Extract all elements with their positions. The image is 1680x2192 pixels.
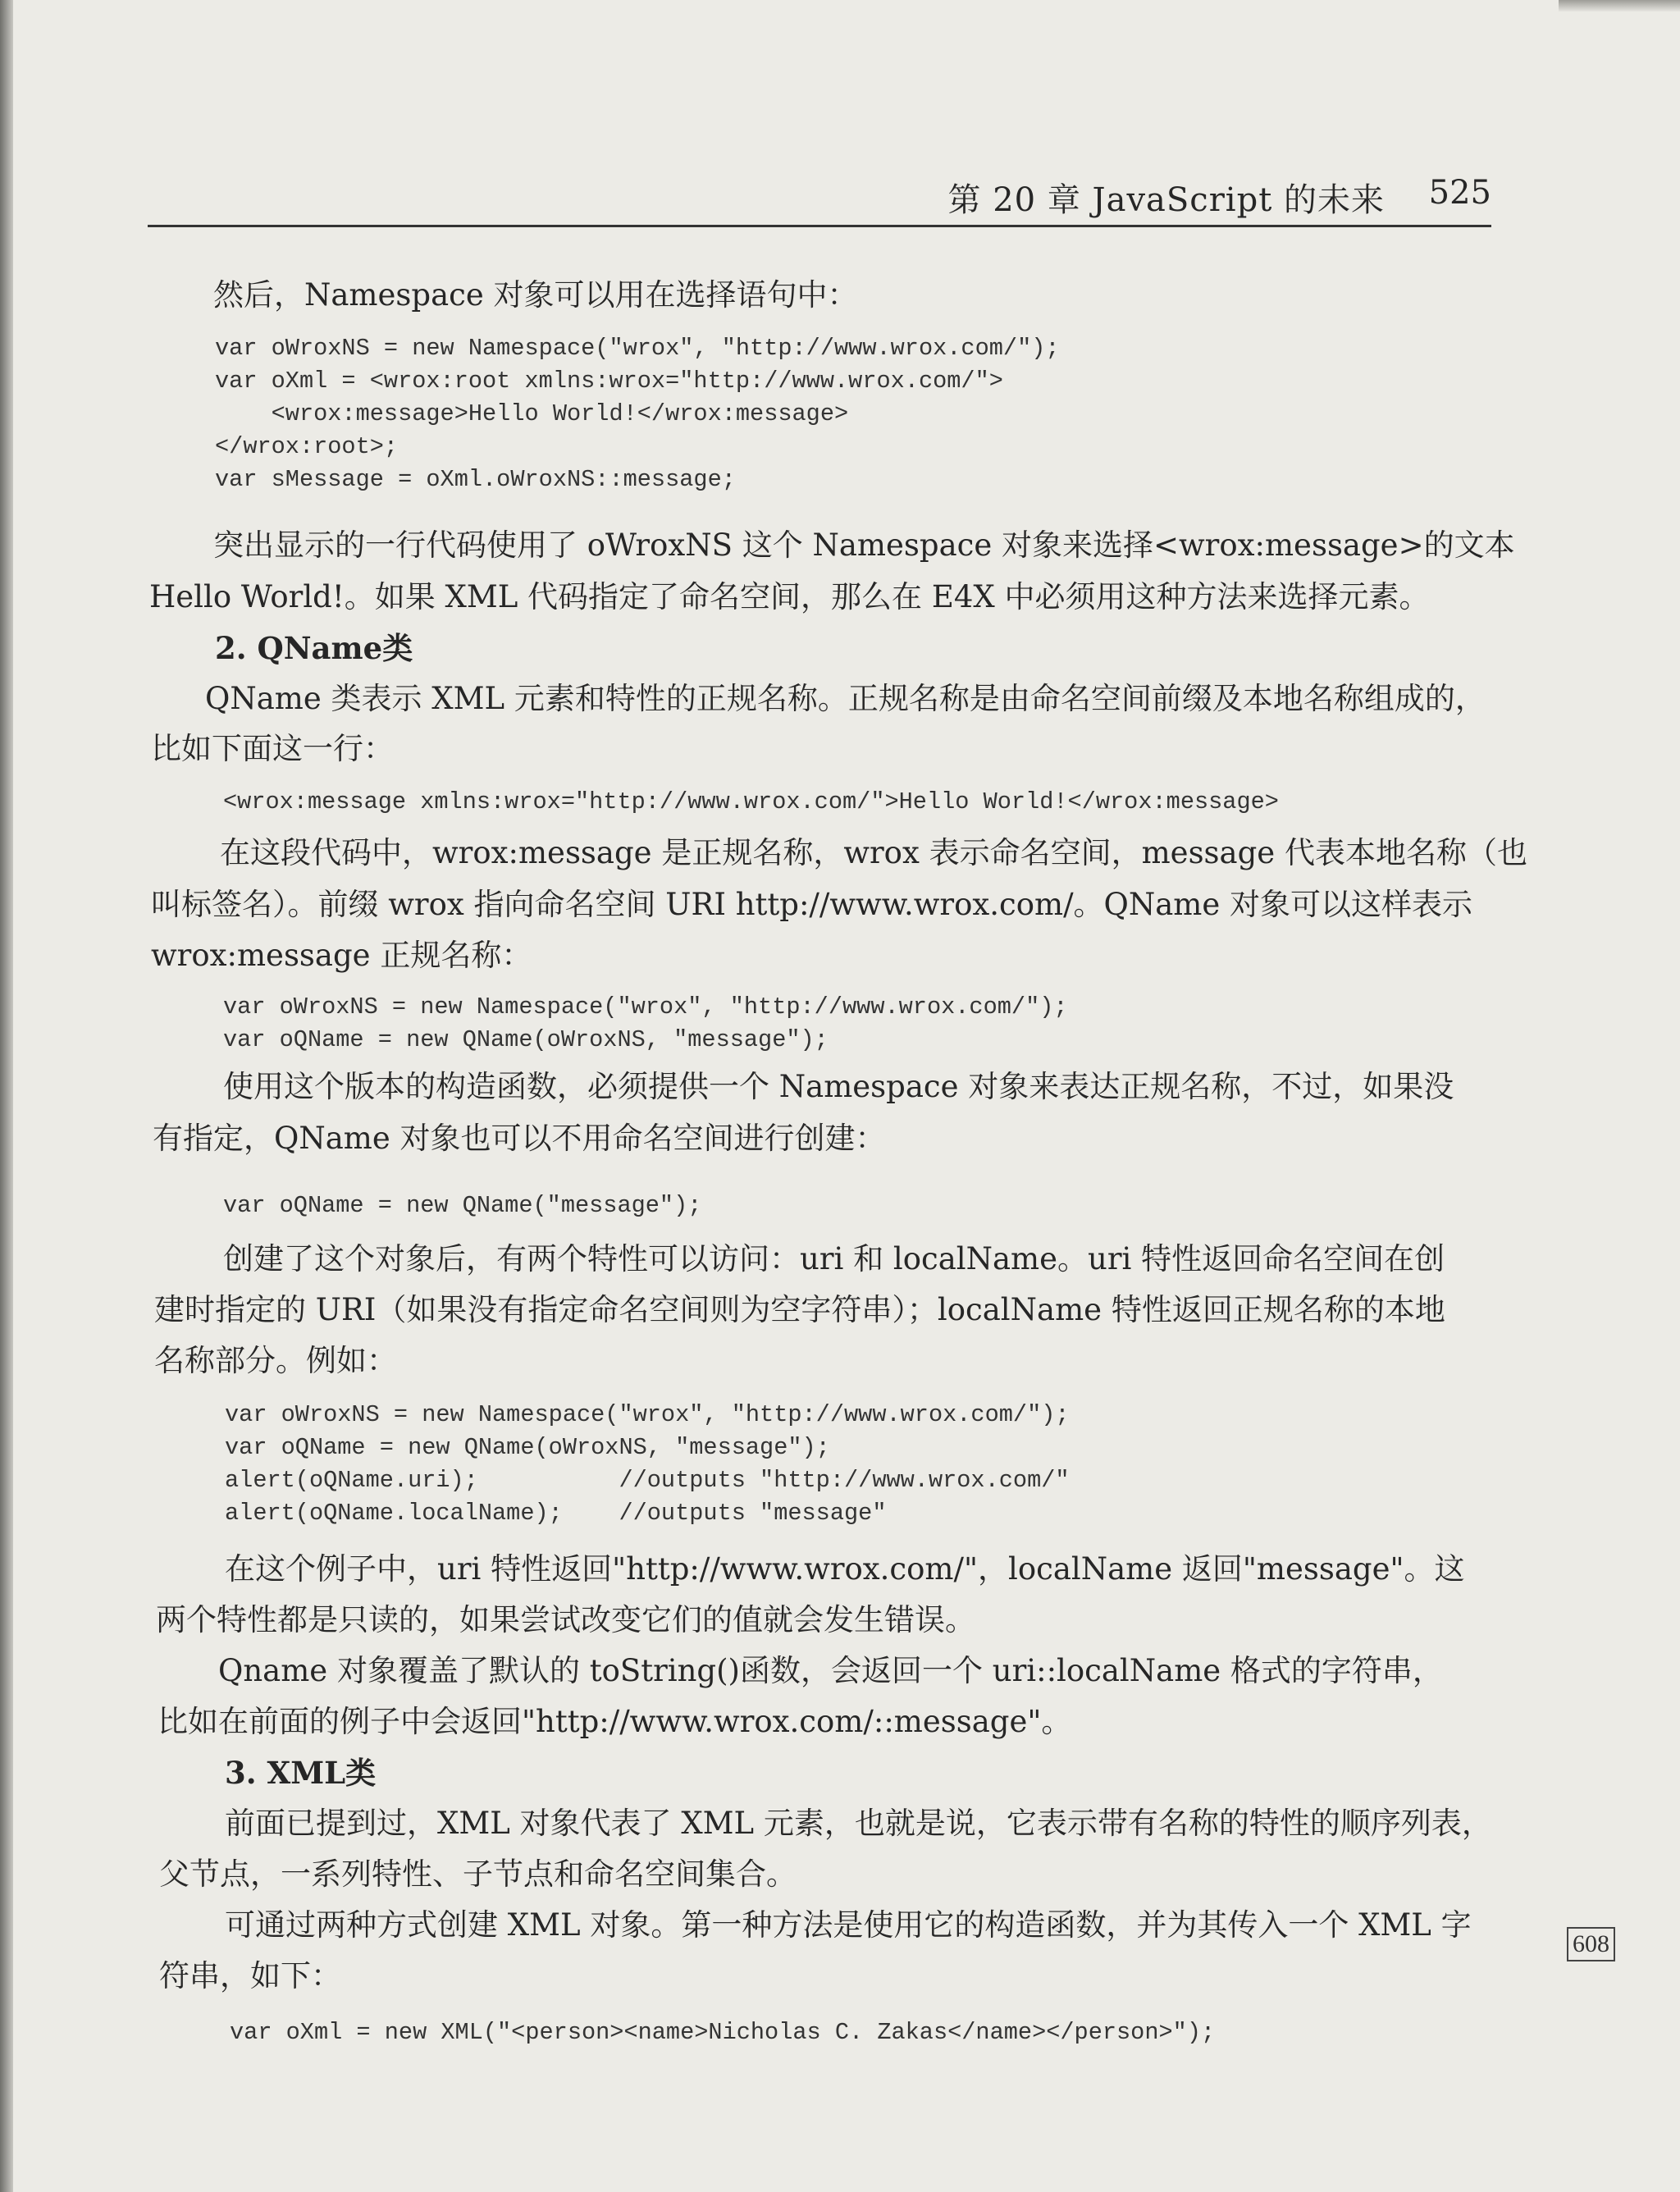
text-line: 名称部分。例如： [154, 1343, 397, 1378]
text-line: 突出显示的一行代码使用了 oWroxNS 这个 Namespace 对象来选择<wrox:message>的文本 [213, 527, 1515, 563]
chapter-title: 第 20 章 JavaScript 的未来 [947, 181, 1385, 219]
code-line: <wrox:message xmlns:wrox="http://www.wrox.com/">Hello World!</wrox:message> [223, 788, 1279, 815]
text-line: 创建了这个对象后，有两个特性可以访问：uri 和 localName。uri 特性返回命名空间在创 [223, 1241, 1445, 1276]
code-line: </wrox:root>; [215, 433, 399, 460]
text-line: 父节点，一系列特性、子节点和命名空间集合。 [159, 1856, 797, 1892]
margin-page-tag: 608 [1567, 1927, 1615, 1961]
text-line: 使用这个版本的构造函数，必须提供一个 Namespace 对象来表达正规名称，不过，如果没 [223, 1069, 1454, 1104]
text-line: 比如在前面的例子中会返回"http://www.wrox.com/::message"。 [158, 1704, 1072, 1739]
text-line: QName 类表示 XML 元素和特性的正规名称。正规名称是由命名空间前缀及本地名称组成的， [205, 681, 1486, 716]
text-line: 叫标签名）。前缀 wrox 指向命名空间 URI http://www.wrox.com/。QName 对象可以这样表示 [151, 887, 1473, 922]
text-line: Qname 对象覆盖了默认的 toString()函数，会返回一个 uri::localName 格式的字符串， [218, 1653, 1443, 1688]
section-heading-qname: 2. QName类 [215, 630, 413, 666]
code-line: var oWroxNS = new Namespace("wrox", "http://www.wrox.com/"); [223, 993, 1068, 1021]
text-line: 在这个例子中，uri 特性返回"http://www.wrox.com/"，localName 返回"message"。这 [225, 1551, 1465, 1587]
text-line: 然后，Namespace 对象可以用在选择语句中： [213, 277, 858, 313]
text-line: 可通过两种方式创建 XML 对象。第一种方法是使用它的构造函数，并为其传入一个 XML 字 [225, 1907, 1472, 1943]
code-line: var oQName = new QName("message"); [223, 1192, 702, 1219]
text-line: 两个特性都是只读的，如果尝试改变它们的值就会发生错误。 [156, 1602, 975, 1637]
text-line: 有指定，QName 对象也可以不用命名空间进行创建： [153, 1121, 886, 1156]
text-line: 比如下面这一行： [151, 731, 394, 766]
text-line: Hello World!。如果 XML 代码指定了命名空间，那么在 E4X 中必须用这种方法来选择元素。 [149, 579, 1430, 614]
section-heading-xml: 3. XML类 [225, 1755, 377, 1791]
code-line: var oWroxNS = new Namespace("wrox", "http://www.wrox.com/"); [225, 1401, 1070, 1428]
code-line: alert(oQName.localName); //outputs "message" [225, 1500, 887, 1527]
code-line: var sMessage = oXml.oWroxNS::message; [215, 466, 736, 493]
code-line: var oXml = new XML("<person><name>Nicholas C. Zakas</name></person>"); [230, 2019, 1216, 2046]
code-line: alert(oQName.uri); //outputs "http://www.wrox.com/" [225, 1467, 1070, 1494]
page-number: 525 [1428, 174, 1491, 212]
running-header [148, 171, 1491, 227]
code-line: var oQName = new QName(oWroxNS, "message"); [225, 1434, 830, 1461]
code-line: var oQName = new QName(oWroxNS, "message"); [223, 1026, 829, 1053]
text-line: 建时指定的 URI（如果没有指定命名空间则为空字符串）；localName 特性返回正规名称的本地 [154, 1292, 1445, 1327]
code-line: var oXml = <wrox:root xmlns:wrox="http://www.wrox.com/"> [215, 368, 1003, 395]
text-line: wrox:message 正规名称： [151, 938, 532, 973]
code-line: <wrox:message>Hello World!</wrox:message> [215, 400, 849, 427]
text-line: 前面已提到过，XML 对象代表了 XML 元素，也就是说，它表示带有名称的特性的顺序列表， [225, 1806, 1492, 1841]
text-line: 符串，如下： [159, 1958, 341, 1993]
code-line: var oWroxNS = new Namespace("wrox", "http://www.wrox.com/"); [215, 335, 1060, 362]
text-line: 在这段代码中，wrox:message 是正规名称，wrox 表示命名空间，message 代表本地名称（也 [220, 835, 1527, 870]
